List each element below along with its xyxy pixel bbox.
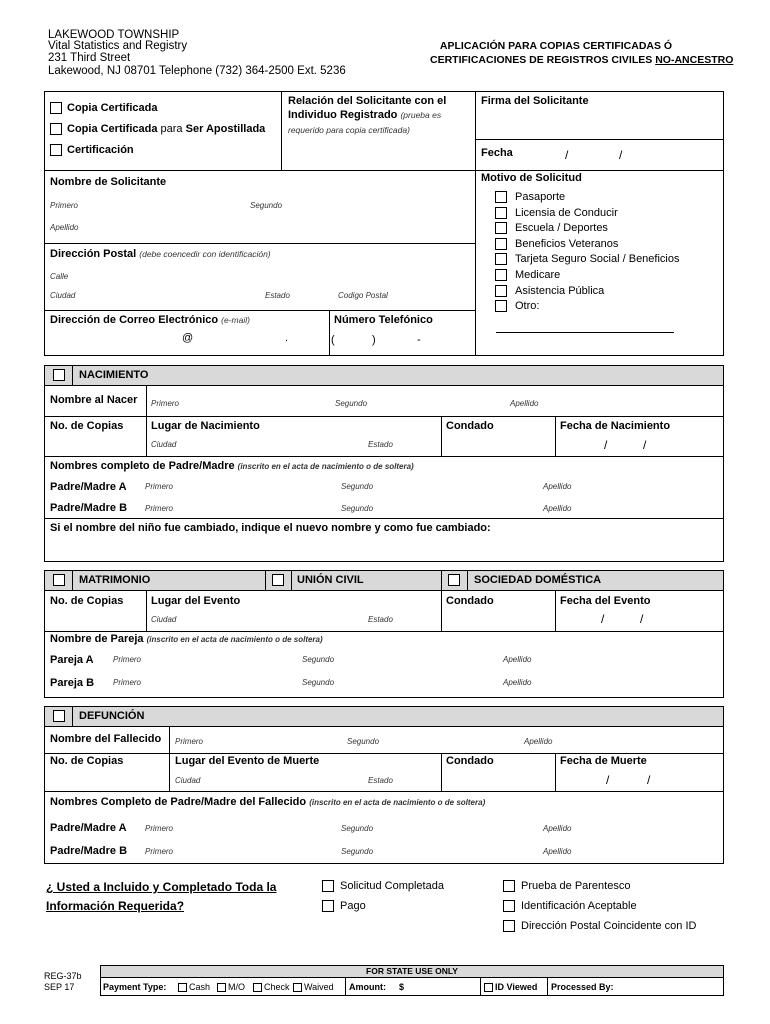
spouse-b-label: Pareja B (50, 677, 95, 689)
death-parent-a-first-hint: Primero (145, 824, 174, 833)
divider (467, 570, 468, 591)
divider (281, 91, 282, 170)
email-label (50, 315, 250, 326)
marriage-copies-label: No. de Copias (50, 595, 124, 607)
reason-option-3-label: Escuela / Deportes (515, 222, 608, 234)
civil-union-checkbox[interactable] (272, 574, 284, 586)
death-parent-b-first-hint: Primero (145, 847, 174, 856)
divider (44, 310, 475, 311)
payment-option-2-label: M/O (228, 982, 245, 992)
domestic-partnership-header: SOCIEDAD DOMÉSTICA (474, 574, 602, 586)
checklist-right-item-3-label: Dirección Postal Coincidente con ID (521, 920, 697, 932)
phone-open-paren: ( (331, 334, 335, 346)
death-date-label: Fecha de Muerte (560, 755, 647, 767)
death-header: DEFUNCIÓN (79, 710, 145, 722)
divider (44, 456, 724, 457)
death-city-hint: Ciudad (175, 776, 201, 785)
marriage-header: MATRIMONIO (79, 574, 151, 586)
reason-option-1-label: Pasaporte (515, 191, 566, 203)
marriage-date-label: Fecha del Evento (560, 595, 651, 607)
reason-option-3-checkbox[interactable] (495, 222, 507, 234)
birth-date-label: Fecha de Nacimiento (560, 420, 671, 432)
id-viewed-label: ID Viewed (495, 982, 538, 992)
marriage-state-hint: Estado (368, 615, 393, 624)
email-at-sign: @ (182, 332, 194, 344)
agency-street: 231 Third Street (48, 52, 131, 64)
birth-parent-a-label: Padre/Madre A (50, 481, 127, 493)
death-place-label: Lugar del Evento de Muerte (175, 755, 320, 767)
payment-type-label: Payment Type: (103, 982, 167, 992)
divider (547, 977, 548, 996)
email-field[interactable] (46, 329, 328, 353)
reason-option-4-label: Beneficios Veteranos (515, 238, 619, 250)
zip-hint: Codigo Postal (338, 291, 388, 300)
date-separator: / (619, 148, 623, 162)
marriage-date-separator: / (601, 612, 605, 626)
apostillada-bold: Ser Apostillada (185, 123, 266, 135)
reason-option-4-checkbox[interactable] (495, 238, 507, 250)
payment-option-1-checkbox[interactable] (178, 983, 187, 992)
form-id: REG-37b (44, 971, 82, 981)
divider (475, 91, 476, 356)
payment-option-1-label: Cash (189, 982, 211, 992)
birth-checkbox[interactable] (53, 369, 65, 381)
spouse-b-first-hint: Primero (113, 678, 142, 687)
form-title-no-ancestro: NO-ANCESTRO (655, 54, 734, 66)
copia-certificada-checkbox[interactable] (50, 102, 62, 114)
payment-option-4-label: Waived (304, 982, 334, 992)
marriage-city-hint: Ciudad (151, 615, 177, 624)
divider (555, 591, 556, 631)
payment-option-2-checkbox[interactable] (217, 983, 226, 992)
form-title-line2 (430, 55, 733, 66)
reason-option-6-label: Medicare (515, 269, 561, 281)
certificacion-checkbox[interactable] (50, 144, 62, 156)
divider (146, 386, 147, 416)
reason-option-7-checkbox[interactable] (495, 285, 507, 297)
divider (146, 591, 147, 631)
marriage-checkbox[interactable] (53, 574, 65, 586)
divider (100, 977, 724, 978)
state-use-label: FOR STATE USE ONLY (366, 966, 458, 976)
divider (441, 591, 442, 631)
deceased-first-hint: Primero (175, 737, 204, 746)
payment-option-3-label: Check (264, 982, 290, 992)
death-parent-b-label: Padre/Madre B (50, 845, 128, 857)
divider (146, 416, 147, 456)
payment-option-4-checkbox[interactable] (293, 983, 302, 992)
divider (44, 518, 724, 519)
divider (72, 365, 73, 386)
divider (169, 753, 170, 791)
reason-option-2-checkbox[interactable] (495, 207, 507, 219)
marriage-date-separator: / (640, 612, 644, 626)
payment-option-3-checkbox[interactable] (253, 983, 262, 992)
phone-dash: - (417, 334, 421, 346)
divider (441, 570, 442, 591)
birth-county-label: Condado (446, 420, 494, 432)
death-parent-b-last-hint: Apellido (543, 847, 572, 856)
spouse-a-first-hint: Primero (113, 655, 142, 664)
divider (345, 977, 346, 996)
checklist-right-item-1-checkbox[interactable] (503, 880, 515, 892)
divider (555, 753, 556, 791)
divider (555, 416, 556, 456)
marriage-place-label: Lugar del Evento (151, 595, 241, 607)
id-viewed-checkbox[interactable] (484, 983, 493, 992)
death-copies-label: No. de Copias (50, 755, 124, 767)
applicant-middle-name-hint: Segundo (250, 201, 283, 210)
reason-option-1-checkbox[interactable] (495, 191, 507, 203)
birth-name-changed-label: Si el nombre del niño fue cambiado, indique el nuevo nombre y como fue cambiado: (50, 522, 491, 534)
deceased-middle-hint: Segundo (347, 737, 380, 746)
form-title-line1: APLICACIÓN PARA COPIAS CERTIFICADAS Ó (439, 40, 673, 52)
amount-label: Amount: (349, 982, 386, 992)
apostillada-prefix: Copia Certificada (67, 123, 158, 135)
divider (329, 310, 330, 356)
postal-address-label (50, 249, 271, 260)
form-title-line2-prefix: CERTIFICACIONES DE REGISTROS CIVILES (430, 54, 656, 66)
birth-parent-a-first-hint: Primero (145, 482, 174, 491)
deceased-name-label: Nombre del Fallecido (50, 733, 162, 745)
birth-parent-a-last-hint: Apellido (543, 482, 572, 491)
spouse-a-middle-hint: Segundo (302, 655, 335, 664)
death-checkbox[interactable] (53, 710, 65, 722)
death-parents-label-text: Nombres Completo de Padre/Madre del Fallecido (50, 796, 307, 808)
birth-parent-b-last-hint: Apellido (543, 504, 572, 513)
birth-middle-hint: Segundo (335, 399, 368, 408)
copia-certificada-label: Copia Certificada (67, 102, 158, 114)
divider (480, 977, 481, 996)
death-header-band (44, 706, 724, 727)
signature-label: Firma del Solicitante (481, 95, 589, 107)
birth-parents-note: (inscrito en el acta de nacimiento o de soltera) (237, 462, 414, 471)
civil-union-header: UNIÓN CIVIL (297, 574, 364, 586)
divider (265, 570, 266, 591)
divider (44, 791, 724, 792)
birth-date-separator: / (643, 438, 647, 452)
checklist-right-item-1-label: Prueba de Parentesco (521, 880, 631, 892)
applicant-name-label: Nombre de Solicitante (50, 176, 167, 188)
birth-parent-b-middle-hint: Segundo (341, 504, 374, 513)
birth-last-hint: Apellido (510, 399, 539, 408)
relation-input[interactable] (283, 140, 473, 168)
email-note: (e-mail) (221, 315, 250, 325)
city-hint: Ciudad (50, 291, 76, 300)
death-county-label: Condado (446, 755, 494, 767)
relation-label-line1: Relación del Solicitante con el (288, 95, 447, 107)
birth-parents-label-text: Nombres completo de Padre/Madre (50, 460, 235, 472)
birth-header: NACIMIENTO (79, 369, 149, 381)
checklist-question-line1: ¿ Usted a Incluido y Completado Toda la (46, 880, 277, 894)
apostillada-label (67, 124, 265, 135)
checklist-right-item-2-checkbox[interactable] (503, 900, 515, 912)
death-date-separator: / (606, 773, 610, 787)
signature-field[interactable] (477, 110, 722, 138)
birth-name-changed-field[interactable] (46, 538, 722, 560)
domestic-partnership-checkbox[interactable] (448, 574, 460, 586)
deceased-last-hint: Apellido (524, 737, 553, 746)
checklist-left-item-1-label: Solicitud Completada (340, 880, 444, 892)
applicant-first-name-hint: Primero (50, 201, 79, 210)
relation-note-line2: requerido para copia certificada) (288, 125, 410, 135)
state-hint: Estado (265, 291, 290, 300)
reason-option-2-label: Licensia de Conducir (515, 207, 618, 219)
relation-label-line2 (288, 110, 441, 121)
spouse-b-last-hint: Apellido (503, 678, 532, 687)
reason-option-8-checkbox[interactable] (495, 300, 507, 312)
spouse-a-label: Pareja A (50, 654, 94, 666)
divider (44, 631, 724, 632)
checklist-left-item-2-checkbox[interactable] (322, 900, 334, 912)
death-date-separator: / (647, 773, 651, 787)
checklist-question-line2: Información Requerida? (46, 899, 185, 913)
checklist-right-item-2-label: Identificación Aceptable (521, 900, 637, 912)
relation-note-inline: (prueba es (400, 110, 442, 120)
birth-parent-b-first-hint: Primero (145, 504, 174, 513)
divider (44, 243, 475, 244)
birth-copies-label: No. de Copias (50, 420, 124, 432)
divider (475, 139, 724, 140)
reason-option-7-label: Asistencia Pública (515, 285, 605, 297)
checklist-left-item-2-label: Pago (340, 900, 366, 912)
date-separator: / (565, 148, 569, 162)
death-section (44, 706, 724, 864)
form-date: SEP 17 (44, 982, 75, 992)
divider (169, 727, 170, 753)
birth-first-hint: Primero (151, 399, 180, 408)
amount-currency: $ (399, 982, 405, 992)
birth-parent-b-label: Padre/Madre B (50, 502, 128, 514)
date-label: Fecha (481, 147, 513, 159)
agency-name: LAKEWOOD TOWNSHIP (48, 29, 180, 41)
relation-label-bold: Individuo Registrado (288, 109, 398, 121)
street-hint: Calle (50, 272, 69, 281)
reason-option-5-checkbox[interactable] (495, 253, 507, 265)
apostillada-checkbox[interactable] (50, 123, 62, 135)
apostillada-mid: para (157, 123, 186, 135)
death-parents-label (50, 797, 485, 808)
divider (291, 570, 292, 591)
agency-dept: Vital Statistics and Registry (48, 40, 188, 52)
couple-label-text: Nombre de Pareja (50, 633, 144, 645)
email-label-text: Dirección de Correo Electrónico (50, 314, 219, 326)
death-parent-a-middle-hint: Segundo (341, 824, 374, 833)
checklist-left-item-1-checkbox[interactable] (322, 880, 334, 892)
divider (441, 416, 442, 456)
birth-parent-a-middle-hint: Segundo (341, 482, 374, 491)
divider (72, 706, 73, 727)
reason-option-6-checkbox[interactable] (495, 269, 507, 281)
birth-place-label: Lugar de Nacimiento (151, 420, 260, 432)
reason-option-8-label: Otro: (515, 300, 540, 312)
phone-label: Número Telefónico (334, 314, 433, 326)
death-parents-note: (inscrito en el acta de nacimiento o de soltera) (309, 798, 486, 807)
death-parent-a-last-hint: Apellido (543, 824, 572, 833)
postal-address-note: (debe coencedir con identificación) (139, 249, 271, 259)
agency-city-phone: Lakewood, NJ 08701 Telephone (732) 364-2500 Ext. 5236 (48, 65, 346, 77)
checklist-right-item-3-checkbox[interactable] (503, 920, 515, 932)
birth-parents-label (50, 461, 414, 472)
divider (44, 753, 724, 754)
marriage-county-label: Condado (446, 595, 494, 607)
phone-close-paren: ) (372, 334, 376, 346)
death-parent-a-label: Padre/Madre A (50, 822, 127, 834)
processed-by-label: Processed By: (551, 982, 614, 992)
reason-other-line[interactable] (496, 332, 674, 333)
divider (72, 570, 73, 591)
spouse-a-last-hint: Apellido (503, 655, 532, 664)
reason-label: Motivo de Solicitud (481, 172, 582, 184)
couple-label (50, 634, 323, 645)
birth-state-hint: Estado (368, 440, 393, 449)
birth-name-label: Nombre al Nacer (50, 394, 138, 406)
divider (44, 170, 724, 171)
couple-note: (inscrito en el acta de nacimiento o de soltera) (146, 635, 323, 644)
birth-city-hint: Ciudad (151, 440, 177, 449)
email-dot: . (285, 332, 289, 344)
postal-address-label-text: Dirección Postal (50, 248, 137, 260)
phone-field[interactable] (331, 329, 474, 353)
death-state-hint: Estado (368, 776, 393, 785)
birth-date-separator: / (604, 438, 608, 452)
death-parent-b-middle-hint: Segundo (341, 847, 374, 856)
certificacion-label: Certificación (67, 144, 134, 156)
divider (441, 753, 442, 791)
spouse-b-middle-hint: Segundo (302, 678, 335, 687)
reason-option-5-label: Tarjeta Seguro Social / Beneficios (515, 253, 680, 265)
applicant-last-name-hint: Apellido (50, 223, 79, 232)
